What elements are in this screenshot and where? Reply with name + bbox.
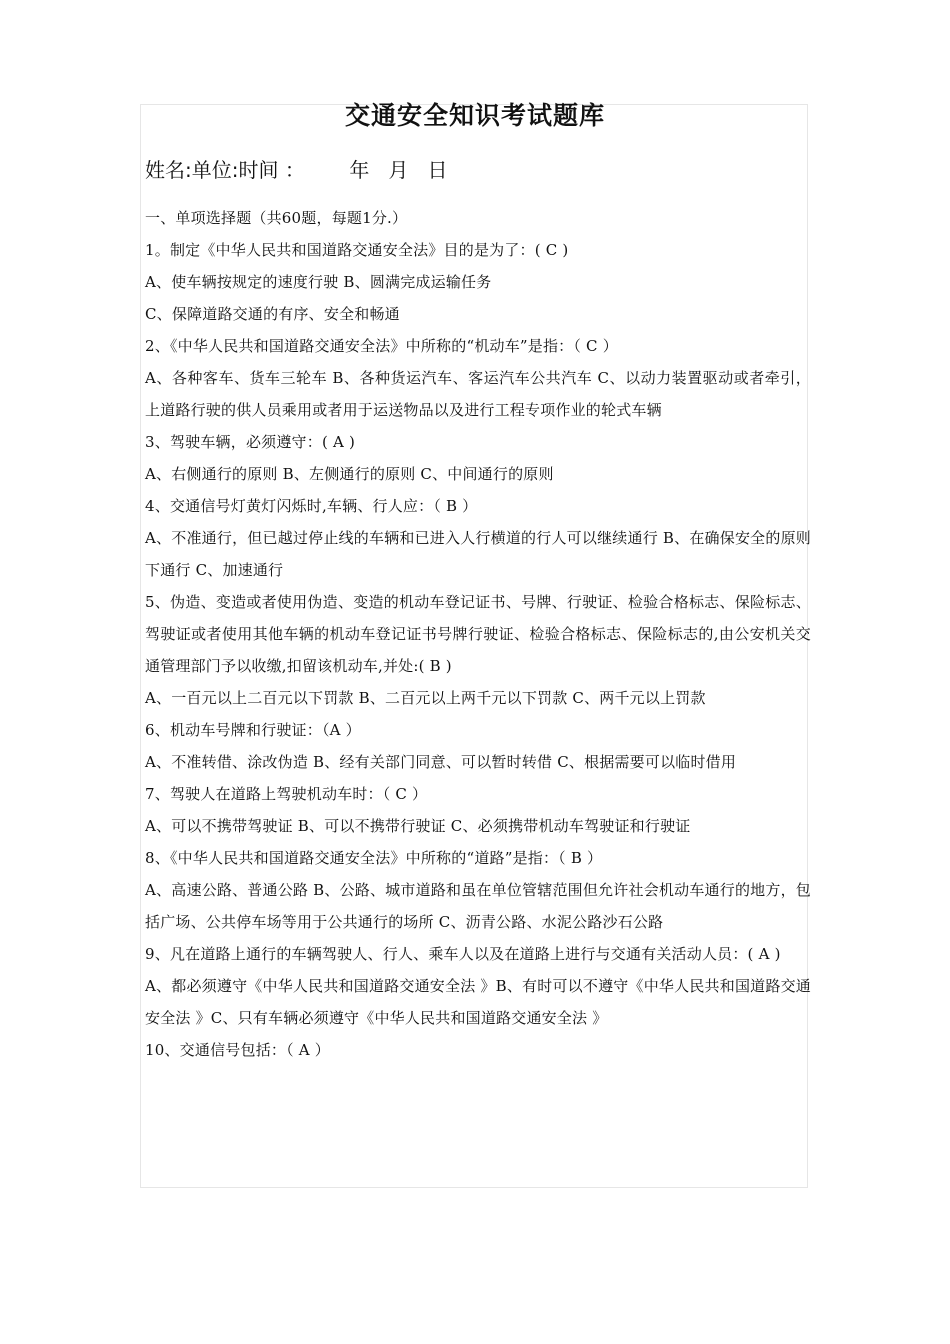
question-9-options: A、都必须遵守《中华人民共和国道路交通安全法 》B、有时可以不遵守《中华人民共和国道路交通安全法 》C、只有车辆必须遵守《中华人民共和国道路交通安全法 》 — [145, 977, 811, 1027]
question-6: 6、机动车号牌和行驶证：（A ） — [145, 721, 361, 739]
question-6-options: A、不准转借、涂改伪造 B、经有关部门同意、可以暂时转借 C、根据需要可以临时借用 — [145, 753, 737, 771]
exam-header-fields: 姓名:单位:时间 ： 年 月 日 — [145, 158, 448, 182]
question-5: 5、伪造、变造或者使用伪造、变造的机动车登记证书、号牌、行驶证、检验合格标志、保险标志、驾驶证或者使用其他车辆的机动车登记证书号牌行驶证、检验合格标志、保险标志的,由公安机关交通管理部门予以收缴,扣留该机动车,并处:( B ) — [145, 593, 811, 675]
question-3: 3、驾驶车辆，必须遵守：( A ) — [145, 433, 356, 451]
question-10: 10、交通信号包括：（ A ） — [145, 1041, 330, 1059]
question-8-options: A、高速公路、普通公路 B、公路、城市道路和虽在单位管辖范围但允许社会机动车通行的地方，包括广场、公共停车场等用于公共通行的场所 C、沥青公路、水泥公路沙石公路 — [145, 881, 811, 931]
question-1: 1。制定《中华人民共和国道路交通安全法》目的是为了：( C ) — [145, 241, 569, 259]
question-4-options: A、不准通行，但已越过停止线的车辆和已进入人行横道的行人可以继续通行 B、在确保安全的原则下通行 C、加速通行 — [145, 529, 811, 579]
question-4: 4、交通信号灯黄灯闪烁时,车辆、行人应：（ B ） — [145, 497, 478, 515]
question-5-options: A、一百元以上二百元以下罚款 B、二百元以上两千元以下罚款 C、两千元以上罚款 — [145, 689, 706, 707]
question-2: 2、《中华人民共和国道路交通安全法》中所称的“机动车”是指：（ C ） — [145, 337, 618, 355]
question-7-options: A、可以不携带驾驶证 B、可以不携带行驶证 C、必须携带机动车驾驶证和行驶证 — [145, 817, 691, 835]
question-7: 7、驾驶人在道路上驾驶机动车时：（ C ） — [145, 785, 428, 803]
question-1-options-ab: A、使车辆按规定的速度行驶 B、圆满完成运输任务 — [145, 273, 492, 291]
question-9: 9、凡在道路上通行的车辆驾驶人、行人、乘车人以及在道路上进行与交通有关活动人员：( A ) — [145, 945, 781, 963]
section-heading: 一、单项选择题（共60题，每题1分.） — [145, 209, 408, 227]
question-2-options: A、各种客车、货车三轮车 B、各种货运汽车、客运汽车公共汽车 C、以动力装置驱动或者牵引，上道路行驶的供人员乘用或者用于运送物品以及进行工程专项作业的轮式车辆 — [145, 369, 811, 419]
question-1-option-c: C、保障道路交通的有序、安全和畅通 — [145, 305, 400, 323]
document-title: 交通安全知识考试题库 — [344, 101, 605, 130]
question-content — [145, 202, 811, 1066]
question-3-options: A、右侧通行的原则 B、左侧通行的原则 C、中间通行的原则 — [145, 465, 554, 483]
question-8: 8、《中华人民共和国道路交通安全法》中所称的“道路”是指：（ B ） — [145, 849, 603, 867]
